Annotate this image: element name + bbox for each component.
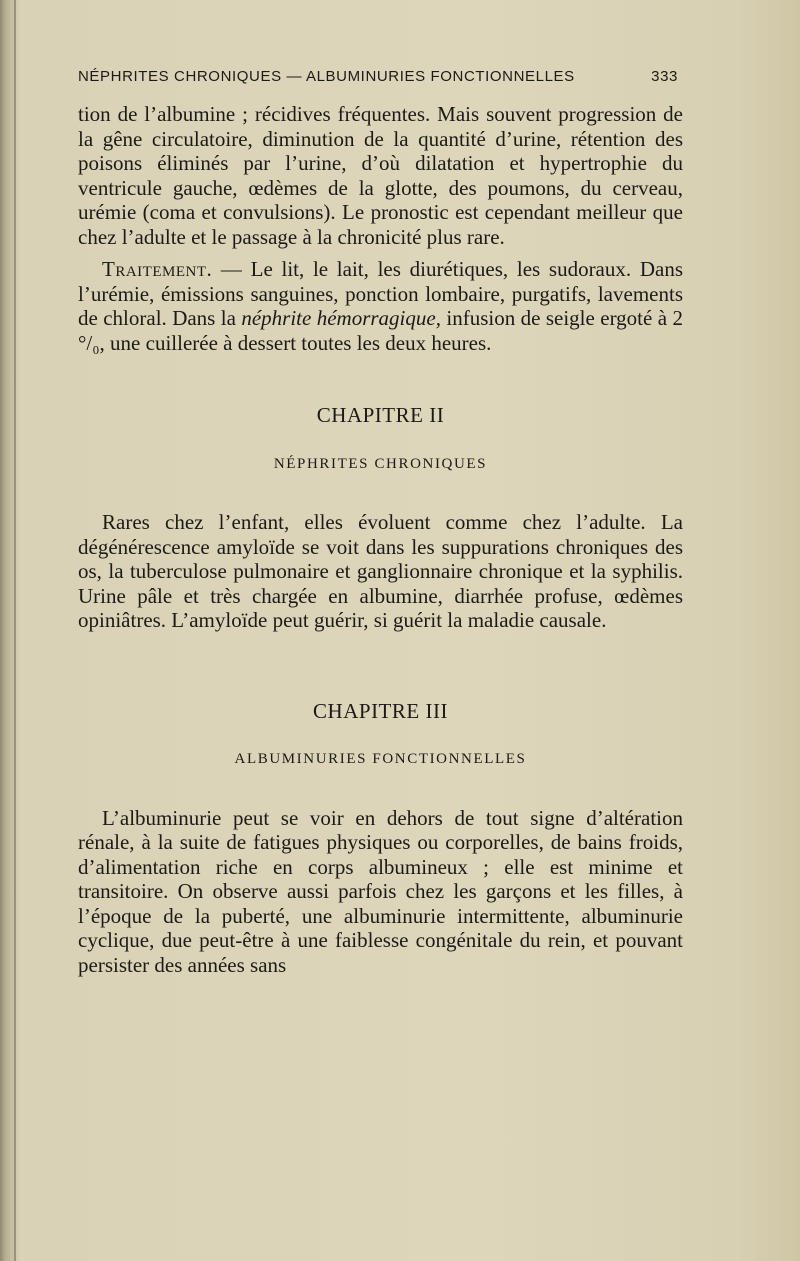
page-number: 333 [651, 67, 678, 85]
traitement-italic: néphrite hémorragique, [241, 306, 441, 330]
chapter-3-subtitle: ALBUMINURIES FONCTIONNELLES [234, 751, 527, 767]
chapter-3-title: CHAPITRE III [313, 698, 448, 723]
chapter-2-title: CHAPITRE II [316, 403, 445, 427]
chapter-2-paragraph: Rares chez l’enfant, elles évoluent comme chez l’adulte. La dégénérescence amyloïde se voit dans les suppurations chroniques des os, la tuberculose pulmonaire et ganglionnaire chronique et la syphilis. Urine pâle et très chargée en albumine, diarrhée profuse, œdèmes opiniâtres. L’amyloïde peut guérir, si guérit la maladie causale. [78, 510, 683, 632]
chapter-3-paragraph: L’albuminurie peut se voir en dehors de tout signe d’altération rénale, à la suite de fatigues physiques ou corporelles, de bains froids, d’alimentation riche en corps albumineux ; elle est minime et transitoire. On observe aussi parfois chez les garçons et les filles, à l’époque de la puberté, une albuminurie intermittente, albuminurie cyclique, due peut-être à une faiblesse congénitale du rein, et pouvant persister des années sans [78, 805, 683, 977]
traitement-label: Traitement. [102, 257, 213, 281]
traitement-text-b: infusion de seigle ergoté à 2 °/₀, une cuillerée à dessert toutes les deux heures. [78, 306, 683, 355]
running-title: NÉPHRITES CHRONIQUES — ALBUMINURIES FONCTIONNELLES [78, 67, 575, 85]
binding-gutter [14, 0, 16, 1261]
chapter-2-subtitle: NÉPHRITES CHRONIQUES [273, 455, 488, 472]
page-content [78, 102, 683, 977]
paragraph-continuation: tion de l’albumine ; récidives fréquentes. Mais souvent progression de la gêne circulatoire, diminution de la quantité d’urine, rétention des poisons éliminés par l’urine, d’où dilatation et hypertrophie du ventricule gauche, œdèmes de la glotte, des poumons, du cerveau, urémie (coma et convulsions). Le pronostic est cependant meilleur que chez l’adulte et le passage à la chronicité plus rare. [78, 102, 683, 249]
running-header [78, 62, 678, 90]
paragraph-traitement [78, 257, 683, 355]
traitement-text-a: — Le lit, le lait, les diurétiques, les sudoraux. Dans l’urémie, émissions sanguines, ponction lombaire, purgatifs, lavements de chloral. Dans la [78, 257, 683, 330]
